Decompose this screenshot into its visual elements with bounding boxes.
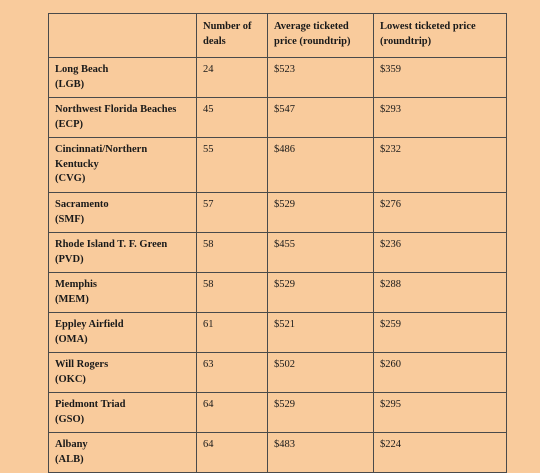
airport-name: Sacramento [55,199,109,210]
table-row [49,313,507,353]
table-row [49,433,507,473]
airport-code: (SMF) [55,213,85,225]
airport-deals-table [48,13,507,473]
table-row [49,193,507,233]
average-price-cell: $521 [268,313,374,353]
lowest-price-cell: $359 [374,58,507,98]
average-price-cell: $547 [268,98,374,138]
lowest-price-cell: $295 [374,393,507,433]
deals-count-cell: 58 [197,273,268,313]
airport-name: Will Rogers [55,359,109,370]
airport-name: Eppley Airfield [55,319,124,330]
average-price-cell: $483 [268,433,374,473]
header-number-of-deals: Number of deals [197,14,268,58]
average-price-cell: $502 [268,353,374,393]
table-header [49,14,507,58]
average-price-cell: $486 [268,138,374,193]
average-price-cell: $455 [268,233,374,273]
deals-count-cell: 55 [197,138,268,193]
airport-code: (LGB) [55,78,85,90]
airport-name: Memphis [55,279,97,290]
airport-code: (PVD) [55,253,84,265]
deals-count-cell: 24 [197,58,268,98]
airport-cell [49,273,197,313]
airport-name: Cincinnati/Northern Kentucky [55,144,148,170]
deals-count-cell: 45 [197,98,268,138]
lowest-price-cell: $260 [374,353,507,393]
table-row [49,393,507,433]
airport-cell [49,58,197,98]
lowest-price-cell: $276 [374,193,507,233]
header-average-price: Average ticketed price (roundtrip) [268,14,374,58]
airport-cell [49,433,197,473]
airport-code: (ECP) [55,118,83,130]
table-row [49,273,507,313]
airport-cell [49,193,197,233]
airport-name: Rhode Island T. F. Green [55,239,168,250]
airport-name: Piedmont Triad [55,399,126,410]
airport-code: (GSO) [55,413,85,425]
header-row [49,14,507,58]
table-row [49,58,507,98]
airport-code: (MEM) [55,293,89,305]
airport-name: Northwest Florida Beaches [55,104,177,115]
airport-cell [49,233,197,273]
deals-count-cell: 61 [197,313,268,353]
airport-cell [49,138,197,193]
table-body [49,58,507,473]
deals-count-cell: 64 [197,433,268,473]
airport-code: (ALB) [55,453,84,465]
deals-count-cell: 58 [197,233,268,273]
average-price-cell: $529 [268,193,374,233]
lowest-price-cell: $232 [374,138,507,193]
table-row [49,98,507,138]
airport-name: Long Beach [55,64,109,75]
average-price-cell: $529 [268,273,374,313]
deals-count-cell: 57 [197,193,268,233]
lowest-price-cell: $224 [374,433,507,473]
table-row [49,233,507,273]
airport-name: Albany [55,439,88,450]
airport-cell [49,393,197,433]
table-row [49,353,507,393]
header-airport [49,14,197,58]
airport-cell [49,313,197,353]
lowest-price-cell: $288 [374,273,507,313]
average-price-cell: $523 [268,58,374,98]
airport-cell [49,353,197,393]
lowest-price-cell: $259 [374,313,507,353]
airport-code: (CVG) [55,173,86,184]
header-lowest-price: Lowest ticketed price (roundtrip) [374,14,507,58]
average-price-cell: $529 [268,393,374,433]
airport-cell [49,98,197,138]
deals-count-cell: 64 [197,393,268,433]
deals-count-cell: 63 [197,353,268,393]
lowest-price-cell: $236 [374,233,507,273]
airport-code: (OKC) [55,373,86,385]
lowest-price-cell: $293 [374,98,507,138]
table-row [49,138,507,193]
airport-code: (OMA) [55,333,88,345]
